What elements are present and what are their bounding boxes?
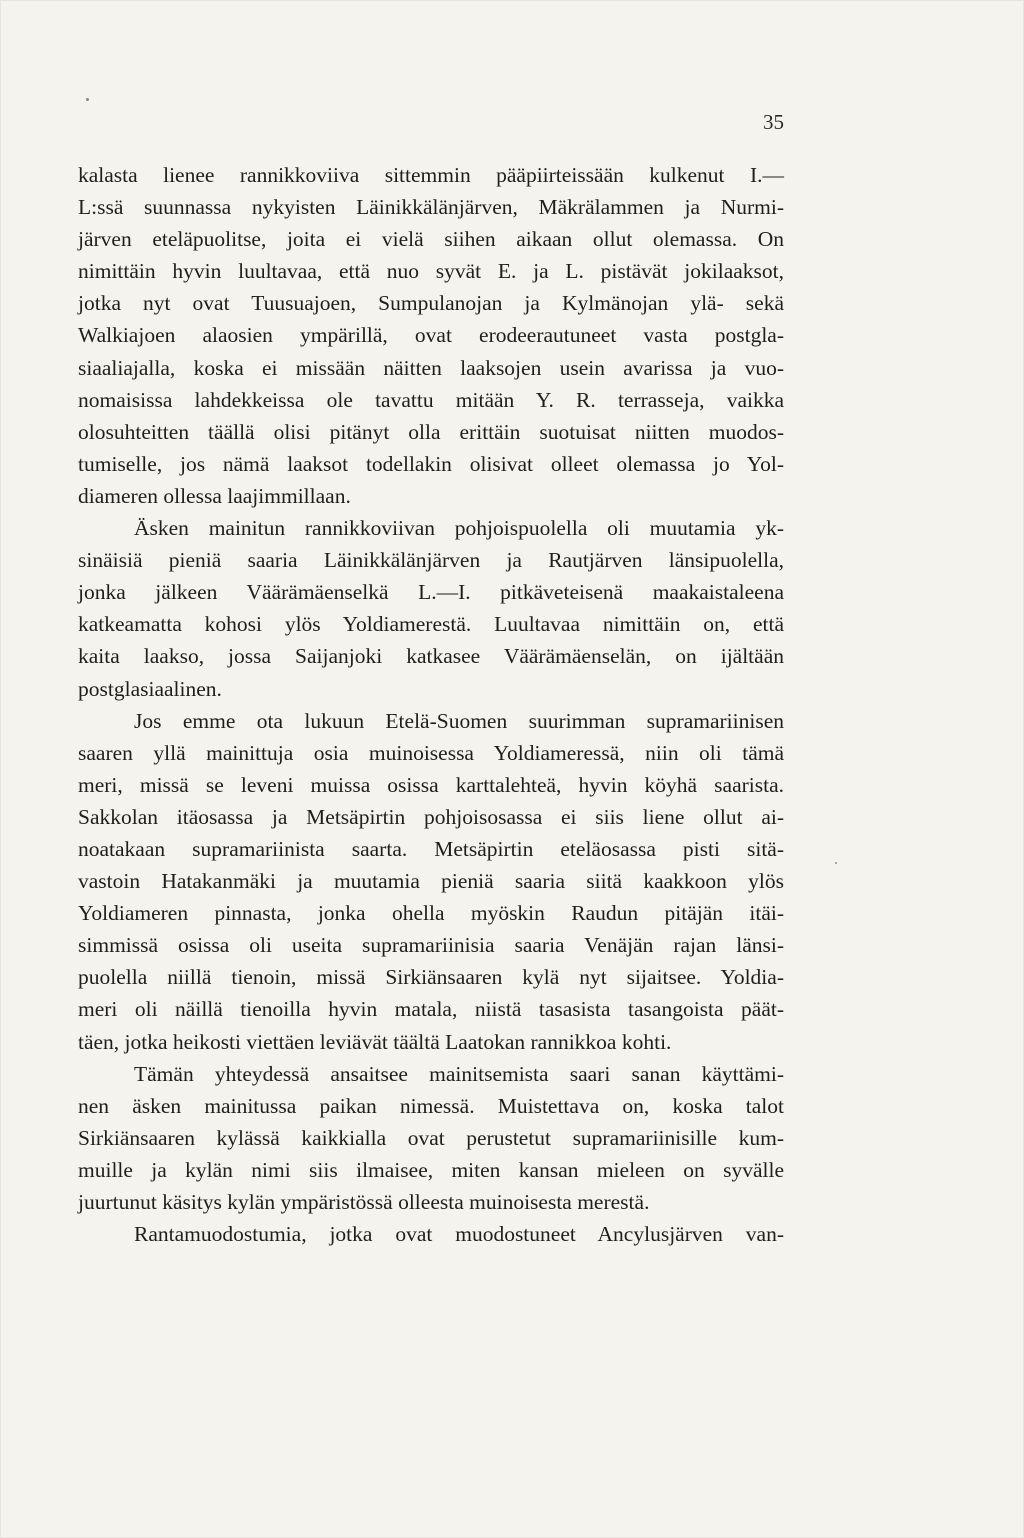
- text-line: siaaliajalla, koska ei missään näitten laaksojen usein avarissa ja vuo-: [78, 355, 784, 380]
- text-line: Walkiajoen alaosien ympärillä, ovat erodeerautuneet vasta postgla-: [78, 323, 784, 348]
- text-line: nimittäin hyvin luultavaa, että nuo syvät E. ja L. pistävät jokilaaksot,: [78, 259, 784, 284]
- text-line: tumiselle, jos nämä laaksot todellakin olisivat olleet olemassa jo Yol-: [78, 451, 784, 476]
- paper-speck: [835, 862, 837, 864]
- text-line: järven eteläpuolitse, joita ei vielä siihen aikaan ollut olemassa. On: [78, 227, 784, 252]
- text-line: puolella niillä tienoin, missä Sirkiänsaaren kylä nyt sijaitsee. Yoldia-: [78, 965, 784, 990]
- paper-speck: [86, 98, 89, 101]
- text-line: saaren yllä mainittuja osia muinoisessa Yoldiameressä, niin oli tämä: [78, 740, 784, 765]
- text-line: Sirkiänsaaren kylässä kaikkialla ovat perustetut supramariinisille kum-: [78, 1125, 784, 1150]
- text-line: sinäisiä pieniä saaria Läinikkälänjärven ja Rautjärven länsipuolella,: [78, 548, 784, 573]
- text-line: katkeamatta kohosi ylös Yoldiamerestä. Luultavaa nimittäin on, että: [78, 612, 784, 637]
- text-line: L:ssä suunnassa nykyisten Läinikkälänjärven, Mäkrälammen ja Nurmi-: [78, 195, 784, 220]
- text-line: meri, missä se leveni muissa osissa karttalehteä, hyvin köyhä saarista.: [78, 772, 784, 797]
- text-line: noatakaan supramariinista saarta. Metsäpirtin eteläosassa pisti sitä-: [78, 836, 784, 861]
- text-line: jonka jälkeen Väärämäenselkä L.—I. pitkäveteisenä maakaistaleena: [78, 580, 784, 605]
- text-line: Sakkolan itäosassa ja Metsäpirtin pohjoisosassa ei siis liene ollut ai-: [78, 804, 784, 829]
- text-line: nen äsken mainitussa paikan nimessä. Muistettava on, koska talot: [78, 1093, 784, 1118]
- text-line: täen, jotka heikosti viettäen leviävät täältä Laatokan rannikkoa kohti.: [78, 1029, 672, 1054]
- text-line: Rantamuodostumia, jotka ovat muodostuneet Ancylusjärven van-: [134, 1222, 784, 1247]
- text-line: simmissä osissa oli useita supramariinisia saaria Venäjän rajan länsi-: [78, 933, 784, 958]
- page-number: 35: [763, 110, 784, 134]
- text-line: kaita laakso, jossa Saijanjoki katkasee Väärämäenselän, on ijältään: [78, 644, 784, 669]
- text-line: Jos emme ota lukuun Etelä-Suomen suurimman supramariinisen: [134, 708, 784, 733]
- text-line: Yoldiameren pinnasta, jonka ohella myöskin Raudun pitäjän itäi-: [78, 901, 784, 926]
- text-line: jotka nyt ovat Tuusuajoen, Sumpulanojan ja Kylmänojan ylä- sekä: [78, 291, 784, 316]
- text-line: juurtunut käsitys kylän ympäristössä olleesta muinoisesta merestä.: [78, 1190, 650, 1214]
- text-line: kalasta lienee rannikkoviiva sittemmin pääpiirteissään kulkenut I.—: [78, 163, 784, 187]
- text-line: olosuhteitten täällä olisi pitänyt olla erittäin suotuisat niitten muodos-: [78, 419, 784, 444]
- body-text: [78, 159, 784, 1250]
- text-line: muille ja kylän nimi siis ilmaisee, miten kansan mieleen on syvälle: [78, 1157, 784, 1182]
- text-line: Äsken mainitun rannikkoviivan pohjoispuolella oli muutamia yk-: [134, 516, 784, 541]
- text-line: diameren ollessa laajimmillaan.: [78, 483, 351, 508]
- text-line: nomaisissa lahdekkeissa ole tavattu mitään Y. R. terrasseja, vaikka: [78, 387, 784, 412]
- text-line: vastoin Hatakanmäki ja muutamia pieniä saaria siitä kaakkoon ylös: [78, 869, 784, 894]
- text-line: Tämän yhteydessä ansaitsee mainitsemista saari sanan käyttämi-: [134, 1061, 784, 1086]
- text-line: meri oli näillä tienoilla hyvin matala, niistä tasasista tasangoista päät-: [78, 997, 784, 1022]
- text-line: postglasiaalinen.: [78, 676, 222, 701]
